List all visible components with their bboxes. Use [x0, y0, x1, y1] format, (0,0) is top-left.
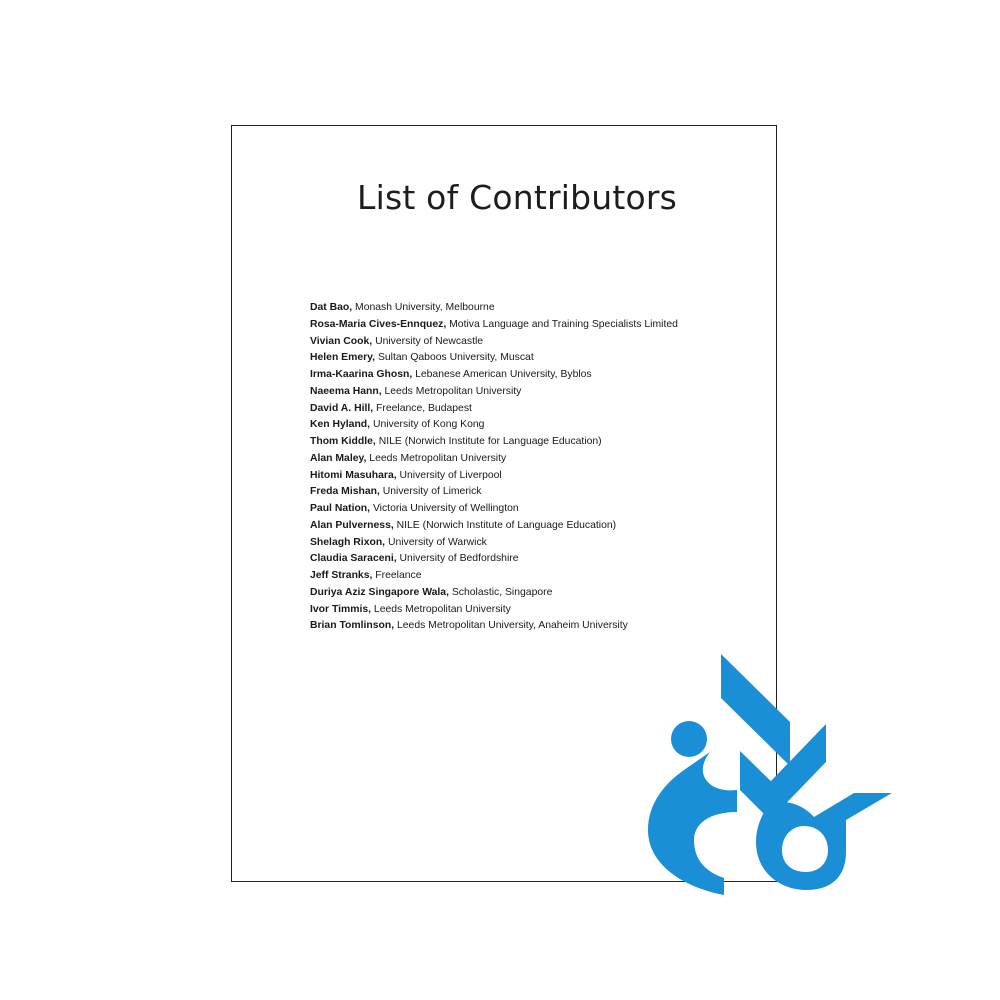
contributor-affiliation: Leeds Metropolitan University — [373, 603, 511, 615]
contributor-name: Vivian Cook, — [310, 335, 373, 347]
contributor-name: Irma-Kaarina Ghosn, — [310, 369, 413, 380]
contributor-name: Dat Bao, — [310, 302, 353, 313]
contributor-name: Rosa-Maria Cives-Ennquez, — [310, 318, 447, 330]
contributor-entry — [310, 551, 678, 568]
contributor-entry — [310, 384, 678, 401]
contributor-affiliation: Leeds Metropolitan University — [369, 452, 507, 464]
contributor-entry — [310, 585, 678, 602]
contributor-entry — [310, 484, 678, 501]
contributor-entry — [310, 367, 678, 384]
contributor-affiliation: University of Warwick — [387, 536, 487, 548]
contributor-entry — [310, 401, 678, 418]
contributor-entry — [310, 518, 678, 535]
contributor-entry — [310, 350, 678, 367]
contributor-entry — [310, 300, 678, 317]
contributor-entry — [310, 451, 678, 468]
contributor-entry — [310, 468, 678, 485]
contributor-entry — [310, 568, 678, 585]
contributor-name: Brian Tomlinson, — [310, 620, 395, 632]
contributor-entry — [310, 618, 678, 635]
contributor-name: Jeff Stranks, — [310, 570, 373, 581]
contributor-name: Naeema Hann, — [310, 385, 382, 397]
contributor-affiliation: University of Newcastle — [375, 335, 484, 347]
contributor-name: Ivor Timmis, — [310, 603, 372, 615]
contributor-name: Hitomi Masuhara, — [310, 469, 397, 481]
contributor-name: David A. Hill, — [310, 402, 374, 414]
contributor-affiliation: Monash University, Melbourne — [355, 302, 495, 313]
contributor-affiliation: University of Liverpool — [399, 469, 502, 481]
contributor-entry — [310, 434, 678, 451]
contributor-name: Freda Mishan, — [310, 486, 380, 498]
publisher-logo-icon — [634, 652, 896, 895]
contributor-affiliation: University of Kong Kong — [372, 419, 485, 431]
contributor-affiliation: Freelance — [375, 570, 422, 581]
contributor-list — [310, 300, 678, 635]
contributor-name: Alan Pulverness, — [310, 519, 394, 531]
contributor-name: Helen Emery, — [310, 352, 376, 364]
contributor-affiliation: Freelance, Budapest — [376, 402, 472, 414]
contributor-affiliation: Leeds Metropolitan University, Anaheim University — [396, 620, 628, 632]
contributor-name: Alan Maley, — [310, 452, 367, 464]
logo-bowl — [756, 793, 892, 890]
logo-dot — [671, 721, 707, 757]
contributor-affiliation: Motiva Language and Training Specialists Limited — [449, 318, 678, 330]
contributor-name: Claudia Saraceni, — [310, 553, 397, 565]
contributor-entry — [310, 317, 678, 334]
contributor-name: Duriya Aziz Singapore Wala, — [310, 586, 449, 598]
contributor-affiliation: Sultan Qaboos University, Muscat — [377, 352, 534, 364]
contributor-affiliation: Leeds Metropolitan University — [384, 385, 522, 397]
contributor-affiliation: University of Limerick — [382, 486, 482, 498]
contributor-entry — [310, 602, 678, 619]
contributor-name: Shelagh Rixon, — [310, 536, 386, 548]
contributor-entry — [310, 334, 678, 351]
contributor-affiliation: NILE (Norwich Institute of Language Education) — [396, 519, 617, 531]
contributor-affiliation: Scholastic, Singapore — [451, 586, 553, 598]
contributor-entry — [310, 417, 678, 434]
contributor-entry — [310, 535, 678, 552]
contributor-affiliation: University of Bedfordshire — [399, 553, 519, 565]
contributor-name: Paul Nation, — [310, 503, 371, 514]
contributor-affiliation: Victoria University of Wellington — [372, 503, 519, 514]
contributor-entry — [310, 501, 678, 518]
contributor-name: Ken Hyland, — [310, 419, 371, 431]
contributor-affiliation: NILE (Norwich Institute for Language Education) — [378, 436, 602, 447]
contributor-affiliation: Lebanese American University, Byblos — [415, 369, 592, 380]
page-title: List of Contributors — [357, 178, 678, 217]
logo-left-hook — [648, 752, 737, 895]
logo-chevron-upper — [721, 654, 790, 766]
contributor-name: Thom Kiddle, — [310, 436, 376, 447]
